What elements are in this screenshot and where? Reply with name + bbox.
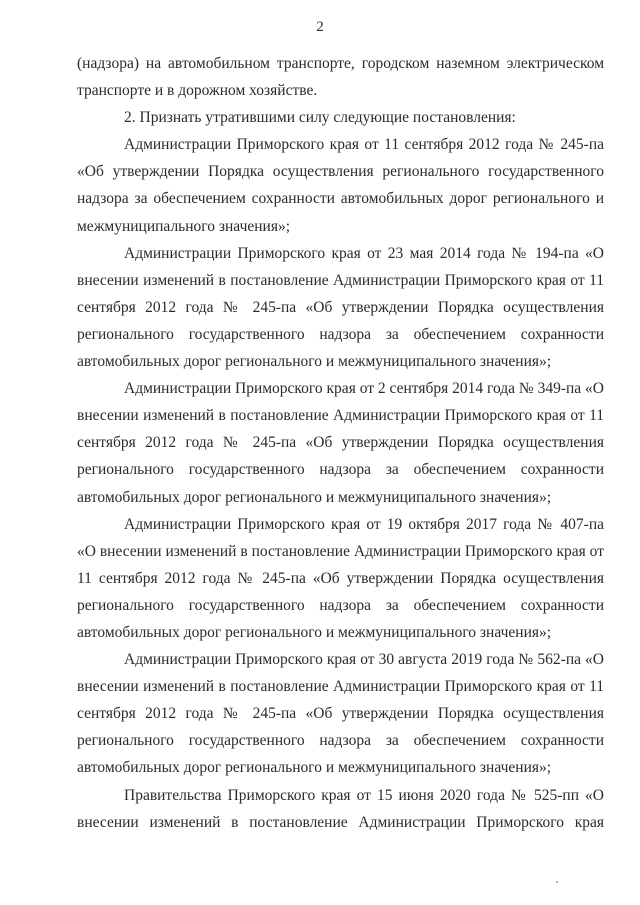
paragraph-item-2-heading: 2. Признать утратившими силу следующие постановления: bbox=[124, 109, 516, 127]
paragraph-decree-349-pa: Администрации Приморского края от 2 сентября 2014 года № 349-па «О внесении изменений в постановление Администрации Приморского края от 11 сентября 2012 года № 245-па «Об утверждении Порядка осуществления регионального государственного надзора за обеспечением сохранности автомобильных дорог регионального и межмуниципального значения»; bbox=[77, 380, 604, 506]
paragraph-decree-562-pa: Администрации Приморского края от 30 августа 2019 года № 562-па «О внесении изменений в постановление Администрации Приморского края от 11 сентября 2012 года № 245-па «Об утверждении Порядка осуществления регионального государственного надзора за обеспечением сохранности автомобильных дорог регионального и межмуниципального значения»; bbox=[77, 651, 604, 777]
paragraph-decree-525-pp: Правительства Приморского края от 15 июня 2020 года № 525-пп «О внесении изменений в постановление Администрации Приморского края bbox=[77, 786, 604, 831]
page-number: 2 bbox=[316, 19, 324, 35]
paragraph-continuation: (надзора) на автомобильном транспорте, городском наземном электрическом транспорте и в дорожном хозяйстве. bbox=[77, 55, 604, 100]
paragraph-decree-245-pa: Администрации Приморского края от 11 сентября 2012 года № 245-па «Об утверждении Порядка осуществления регионального государственного надзора за обеспечением сохранности автомобильных дорог регионального и межмуниципального значения»; bbox=[77, 136, 604, 235]
document-body bbox=[77, 50, 604, 836]
paragraph-decree-407-pa: Администрации Приморского края от 19 октября 2017 года № 407-па «О внесении изменений в постановление Администрации Приморского края от 11 сентября 2012 года № 245-па «Об утверждении Порядка осуществления регионального государственного надзора за обеспечением сохранности автомобильных дорог регионального и межмуниципального значения»; bbox=[77, 515, 604, 641]
paragraph-decree-194-pa: Администрации Приморского края от 23 мая 2014 года № 194-па «О внесении изменений в постановление Администрации Приморского края от 11 сентября 2012 года № 245-па «Об утверждении Порядка осуществления регионального государственного надзора за обеспечением сохранности автомобильных дорог регионального и межмуниципального значения»; bbox=[77, 244, 604, 371]
scan-speck bbox=[556, 881, 558, 883]
